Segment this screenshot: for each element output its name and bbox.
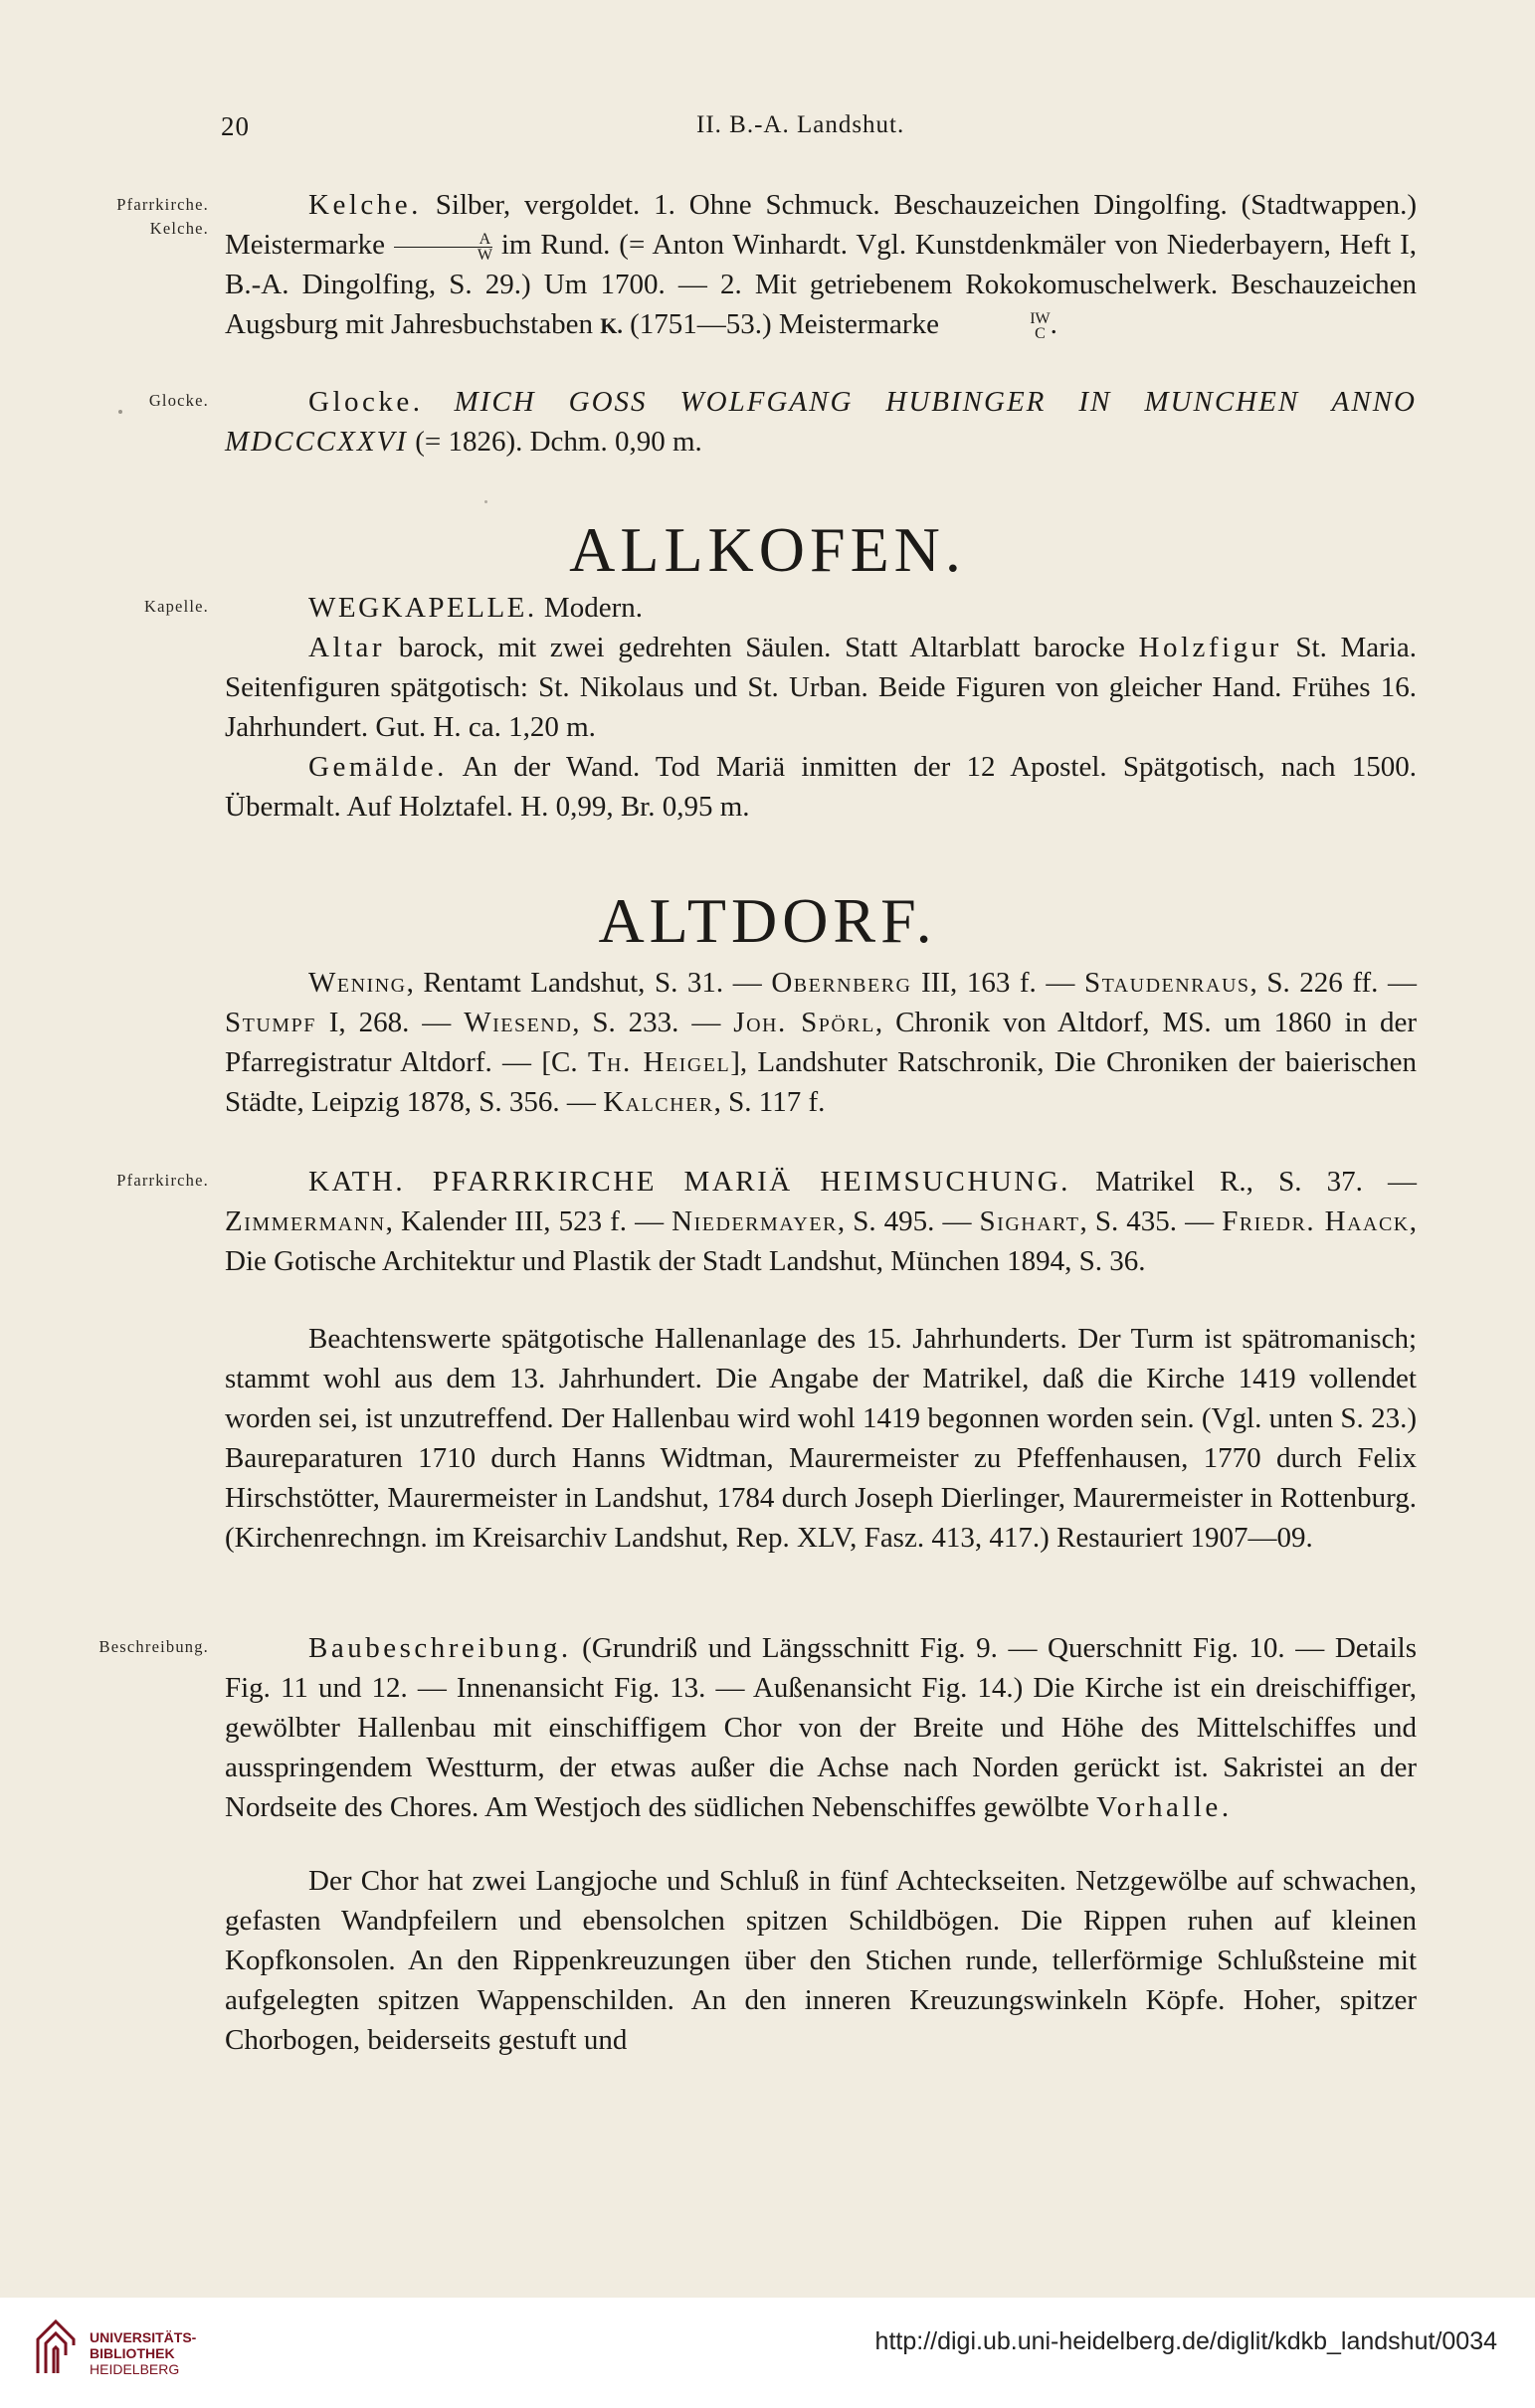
master-mark-iwc <box>946 311 1050 341</box>
library-name-line: HEIDELBERG <box>90 2361 180 2377</box>
paragraph-gemaelde <box>225 747 1417 827</box>
running-head: II. B.-A. Landshut. <box>696 111 905 138</box>
lead-gemaelde: Gemälde. <box>308 751 448 783</box>
paragraph-history: Beachtenswerte spätgotische Hallenanlage des 15. Jahrhunderts. Der Turm ist spätromanisch; stammt wohl aus dem 13. Jahrhundert. Die Angabe der Matrikel, daß die Kirche 1419 vollendet worden sei, ist unzutreffend. Der Hallenbau wird wohl 1419 begonnen worden sein. (Vgl. unten S. 23.) Baureparaturen 1710 durch Hanns Widtman, Maurermeister zu Pfeffenhausen, 1770 durch Felix Hirschstötter, Maurermeister in Landshut, 1784 durch Joseph Dierlinger, Maurermeister in Rottenburg. (Kirchenrechngn. im Kreisarchiv Landshut, Rep. XLV, Fasz. 413, 417.) Restauriert 1907—09. <box>225 1323 1417 1554</box>
source-url-link[interactable]: http://digi.ub.uni-heidelberg.de/diglit/kdkb_landshut/0034 <box>874 2327 1497 2355</box>
margin-note-beschreibung: Beschreibung. <box>98 1637 209 1656</box>
master-mark-top: IW <box>1030 310 1051 328</box>
text: Silber, vergoldet. 1. Ohne Schmuck. Beschauzeichen Dingolfing. (Stadtwappen.) Meistermarke <box>225 189 1417 261</box>
paragraph-glocke <box>225 382 1417 462</box>
master-mark-aw <box>394 232 492 263</box>
text: . <box>1221 1791 1230 1823</box>
year-letter: K. <box>600 313 623 338</box>
text: , Kalender III, 523 f. — <box>385 1205 672 1237</box>
text: St. Maria. Seitenfiguren spätgotisch: St. Nikolaus und St. Urban. Beide Figuren von gleicher Hand. Frühes 16. Jahrhundert. Gut. H. ca. 1,20 m. <box>225 632 1417 743</box>
library-logo-icon <box>34 2315 80 2377</box>
text: barock, mit zwei gedrehten Säulen. Statt Altarblatt barocke <box>385 632 1139 663</box>
lead-pfarrkirche: KATH. PFARRKIRCHE MARIÄ HEIMSUCHUNG. <box>308 1166 1070 1198</box>
section-title-allkofen: ALLKOFEN. <box>569 514 966 585</box>
lead-baubeschreibung: Baubeschreibung. <box>308 1632 572 1664</box>
text: , S. 117 f. <box>713 1086 826 1118</box>
master-mark-bottom: C <box>1035 325 1046 343</box>
text: (Grundriß und Längsschnitt Fig. 9. — Querschnitt Fig. 10. — Details Fig. 11 und 12. — Innenansicht Fig. 13. — Außenansicht Fig. 14.) Die Kirche ist ein dreischiffiger, gewölbter Hallenbau mit einschiffigem Chor von der Breite und Höhe des Mittelschiffes und ausspringendem Westturm, der etwas außer die Achse nach Norden gerückt ist. Sakristei an der Nordseite des Chores. Am Westjoch des südlichen Nebenschiffes gewölbte <box>225 1632 1417 1823</box>
text: I, 268. — <box>315 1007 465 1038</box>
text: Matrikel R., S. 37. — <box>1069 1166 1417 1198</box>
text: , Die Gotische Architektur und Plastik der Stadt Landshut, München 1894, S. 36. <box>225 1205 1417 1277</box>
lit-author: Stumpf <box>225 1007 316 1038</box>
margin-note-kelche: Kelche. <box>149 219 209 238</box>
lit-author: Joh. Spörl <box>733 1007 875 1038</box>
text: (1751—53.) Meistermarke <box>622 308 947 340</box>
master-mark-bottom: W <box>477 246 493 264</box>
lead-wegkapelle: WEGKAPELLE. <box>308 592 537 624</box>
bell-inscription: MICH GOSS WOLFGANG HUBINGER IN MUNCHEN ANNO MDCCCXXVI <box>225 386 1418 458</box>
text: , S. 233. — <box>572 1007 734 1038</box>
ref-author: Niedermayer <box>672 1205 838 1237</box>
digitization-footer <box>0 2298 1535 2408</box>
ref-author: Friedr. Haack <box>1222 1205 1410 1237</box>
text: ], Landshuter Ratschronik, Die Chroniken der baierischen Städte, Leipzig 1878, S. 356. — <box>225 1046 1417 1118</box>
lit-author: Staudenraus <box>1083 967 1250 999</box>
lead-kelche: Kelche. <box>308 189 422 221</box>
text: , S. 226 ff. — <box>1249 967 1417 999</box>
library-name <box>90 2329 196 2377</box>
lit-author: Th. Heigel <box>587 1046 731 1078</box>
paragraph-wegkapelle <box>225 588 1417 628</box>
lit-author: Kalcher <box>603 1086 714 1118</box>
lit-author: Wening <box>308 967 407 999</box>
lit-author: Wiesend <box>464 1007 573 1038</box>
text: , S. 495. — <box>837 1205 980 1237</box>
page-header <box>0 111 1535 151</box>
lead-altar: Altar <box>308 632 386 663</box>
text: im Rund. (= Anton Winhardt. Vgl. Kunstdenkmäler von Niederbayern, Heft I, B.-A. Dingolfing, S. 29.) Um 1700. — 2. Mit getriebenem Rokokomuschelwerk. Beschauzeichen Augsburg mit Jahresbuchstaben <box>225 229 1417 340</box>
spaced-term: Vorhalle <box>1096 1791 1222 1823</box>
scan-speck <box>484 500 487 503</box>
library-name-line: UNIVERSITÄTS- <box>90 2329 197 2345</box>
master-mark-top: A <box>394 232 492 248</box>
ref-author: Sighart <box>979 1205 1080 1237</box>
text: , Rentamt Landshut, S. 31. — <box>406 967 772 999</box>
section-title-altdorf: ALTDORF. <box>598 885 937 956</box>
paragraph-literature <box>225 963 1417 1122</box>
margin-note-kapelle: Kapelle. <box>143 597 209 616</box>
text: An der Wand. Tod Mariä inmitten der 12 Apostel. Spätgotisch, nach 1500. Übermalt. Auf Holztafel. H. 0,99, Br. 0,95 m. <box>225 751 1417 823</box>
text: . <box>1050 308 1057 340</box>
margin-note-pfarrkirche: Pfarrkirche. <box>116 195 209 214</box>
margin-note-glocke: Glocke. <box>148 391 209 410</box>
paragraph-altar <box>225 628 1417 747</box>
text: , Chronik von Altdorf, MS. um 1860 in der Pfarregistratur Altdorf. — [C. <box>225 1007 1417 1078</box>
library-name-line: BIBLIOTHEK <box>90 2345 175 2361</box>
margin-note-pfarrkirche-altdorf: Pfarrkirche. <box>116 1171 209 1190</box>
lead-glocke: Glocke. <box>308 386 424 418</box>
text: (= 1826). Dchm. 0,90 m. <box>407 426 702 458</box>
lit-author: Obernberg <box>771 967 912 999</box>
spaced-term: Holzfigur <box>1138 632 1282 663</box>
paragraph-pfarrkirche <box>225 1162 1417 1281</box>
text: III, 163 f. — <box>911 967 1084 999</box>
paragraph-kelche <box>225 185 1417 346</box>
paragraph-baubeschreibung <box>225 1628 1417 1827</box>
text: , S. 435. — <box>1079 1205 1223 1237</box>
paragraph-chor: Der Chor hat zwei Langjoche und Schluß in fünf Achteckseiten. Netzgewölbe auf schwachen, gefasten Wandpfeilern und ebensolchen spitzen Schildbögen. Die Rippen ruhen auf kleinen Kopfkonsolen. An den Rippenkreuzungen über den Stichen runde, tellerförmige Schlußsteine mit aufgelegten spitzen Wappenschilden. An den inneren Kreuzungswinkeln Köpfe. Hoher, spitzer Chorbogen, beiderseits gestuft und <box>225 1865 1417 2056</box>
page-number: 20 <box>221 111 250 141</box>
ref-author: Zimmermann <box>225 1205 386 1237</box>
text: Modern. <box>536 592 643 624</box>
scan-speck <box>118 410 122 414</box>
